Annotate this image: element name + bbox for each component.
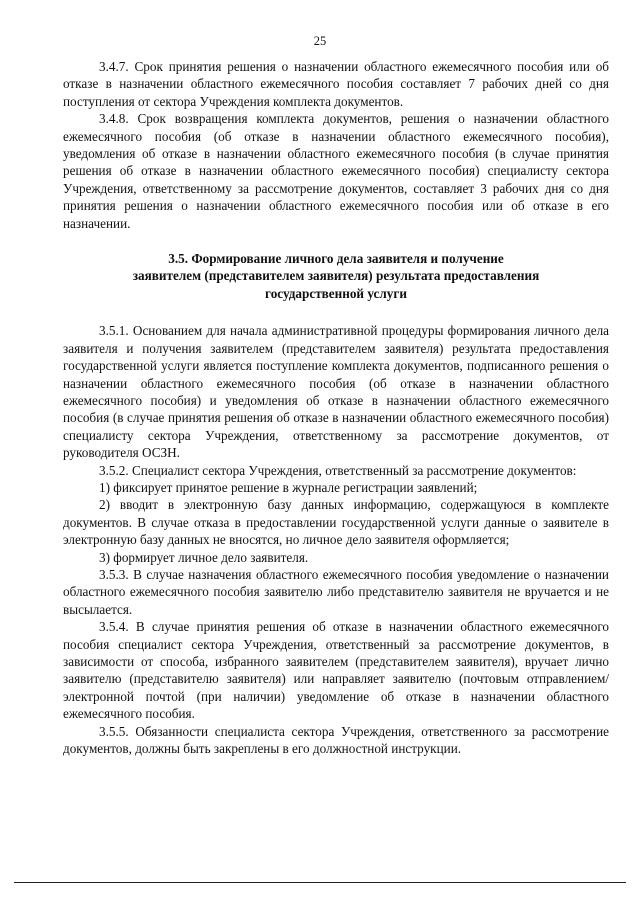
section-heading-3-5 (63, 250, 609, 302)
list-item-1: 1) фиксирует принятое решение в журнале регистрации заявлений; (99, 479, 478, 495)
list-item-2: 2) вводит в электронную базу данных информацию, содержащуюся в комплекте документов. В случае отказа в предоставлении государственной услуги данные о заявителе в электронную базу данных не вносятся, но личное дело заявителя оформляется; (63, 497, 609, 548)
paragraph-3-5-5: 3.5.5. Обязанности специалиста сектора Учреждения, ответственного за рассмотрение документов, должны быть закреплены в его должностной инструкции. (63, 723, 609, 757)
list-item-3: 3) формирует личное дело заявителя. (99, 549, 309, 565)
paragraph-3-4-7: 3.4.7. Срок принятия решения о назначении областного ежемесячного пособия или об отказе в назначении областного ежемесячного пособия составляет 7 рабочих дней со дня поступления от сектора Учреждения комплекта документов. (63, 59, 609, 109)
bottom-rule-divider (14, 882, 626, 883)
paragraph-3-4-8: 3.4.8. Срок возвращения комплекта документов, решения о назначении областного ежемесячного пособия (об отказе в назначении областного ежемесячного пособия), уведомления об отказе в назначении областного ежемесячного пособия (в случае принятия решения об отказе в назначении областного ежемесячного пособия) специалисту сектора Учреждения, ответственному за рассмотрение документов, составляет 3 рабочих дня со дня принятия решения о назначении областного ежемесячного пособия или об отказе в его назначении. (63, 111, 609, 231)
paragraph-3-5-1: 3.5.1. Основанием для начала административной процедуры формирования личного дела заявителя и получения заявителем (представителем заявителя) результата предоставления государственной услуги является поступление комплекта документов, подписанного решения о назначении областного ежемесячного пособия (об отказе в назначении областного ежемесячного пособия) и уведомления об отказе в назначении областного ежемесячного пособия (в случае принятия решения об отказе в назначении областного ежемесячного пособия) специалисту сектора Учреждения, ответственному за рассмотрение документов, от руководителя ОСЗН. (63, 323, 609, 461)
paragraph-3-5-2: 3.5.2. Специалист сектора Учреждения, ответственный за рассмотрение документов: (99, 462, 577, 478)
section-heading-line: 3.5. Формирование личного дела заявителя и получение (168, 251, 504, 267)
paragraph-3-5-3: 3.5.3. В случае назначения областного ежемесячного пособия уведомление о назначении областного ежемесячного пособия заявителю либо представителю заявителя не вручается и не высылается. (63, 566, 609, 617)
section-heading-line: заявителем (представителем заявителя) результата предоставления (132, 268, 540, 284)
page-number: 25 (313, 34, 327, 48)
section-heading-line: государственной услуги (265, 285, 407, 301)
paragraph-3-5-4: 3.5.4. В случае принятия решения об отказе в назначении областного ежемесячного пособия специалист сектора Учреждения, ответственный за рассмотрение документов, в зависимости от способа, избранного заявителем (представителем заявителя), вручает лично заявителю (представителю заявителя) или направляет заявителю (почтовым отправлением/электронной почтой (при наличии) уведомление об отказе в назначении областного ежемесячного пособия. (63, 619, 609, 722)
document-body (63, 58, 609, 757)
